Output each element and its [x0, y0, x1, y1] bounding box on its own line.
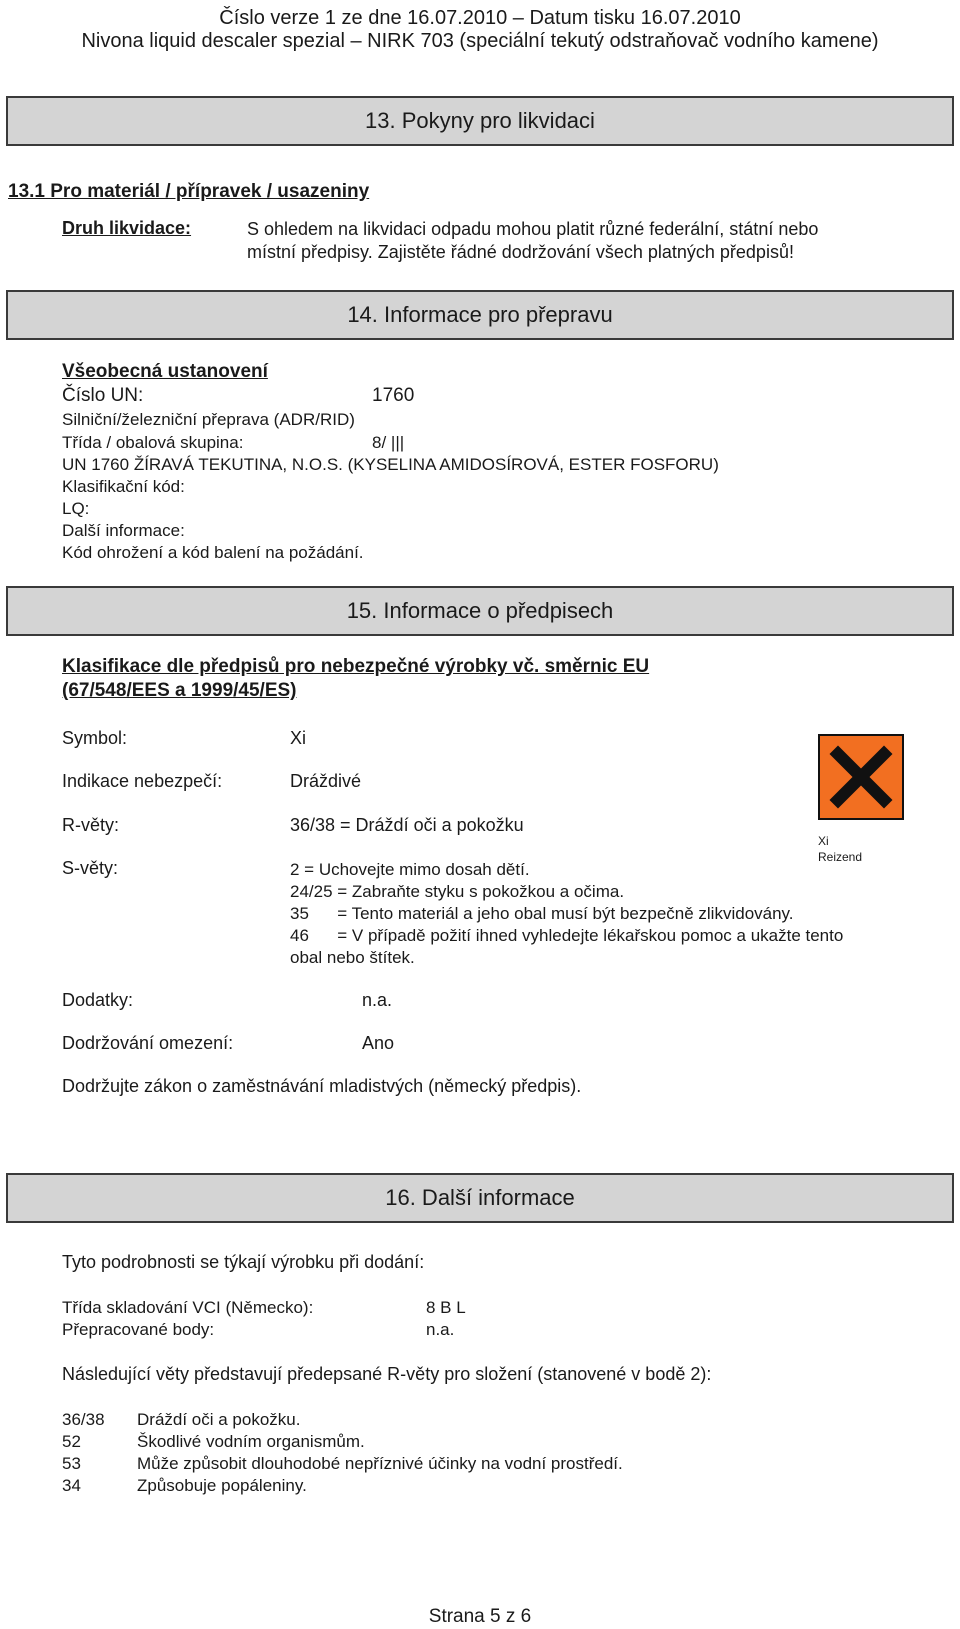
section-15-title: 15. Informace o předpisech [346, 598, 614, 623]
r-phrase-text: Dráždí oči a pokožku. [137, 1410, 301, 1429]
disposal-text-1: S ohledem na likvidaci odpadu mohou platit různé federální, státní nebo [247, 219, 819, 239]
r-phrase-code: 36/38 [62, 1410, 105, 1429]
revised-points-label: Přepracované body: [62, 1320, 215, 1339]
r-phrase-text: Způsobuje popáleniny. [137, 1476, 307, 1495]
restrictions-value: Ano [362, 1033, 395, 1053]
hazard-pictogram [818, 734, 904, 820]
supplements-value: n.a. [362, 990, 393, 1010]
symbol-value: Xi [290, 728, 307, 748]
r-phrase-text: Může způsobit dlouhodobé nepříznivé účinky na vodní prostředí. [137, 1454, 623, 1473]
r-phrases-intro: Následující věty představují předepsané R-věty pro složení (stanovené v bodě 2): [62, 1364, 712, 1384]
youth-employment-note: Dodržujte zákon o zaměstnávání mladistvých (německý předpis). [62, 1076, 582, 1096]
supplements-label: Dodatky: [62, 990, 134, 1010]
section-13-header [6, 96, 954, 146]
revised-points-value: n.a. [426, 1320, 455, 1339]
un-number-label: Číslo UN: [62, 385, 144, 406]
classification-code-label: Klasifikační kód: [62, 477, 185, 496]
symbol-label: Symbol: [62, 728, 128, 748]
pictogram-code: Xi [818, 834, 829, 848]
s-phrase-line: obal nebo štítek. [290, 948, 415, 967]
section-14-header [6, 290, 954, 340]
hazard-indication-label: Indikace nebezpečí: [62, 771, 223, 791]
product-line: Nivona liquid descaler spezial – NIRK 703 (speciální tekutý odstraňovač vodního kamene) [81, 30, 879, 52]
additional-info-label: Další informace: [62, 521, 185, 540]
r-phrase-code: 52 [62, 1432, 81, 1451]
vci-value: 8 B L [426, 1298, 466, 1317]
road-rail-transport: Silniční/železniční přeprava (ADR/RID) [62, 410, 355, 429]
s-phrase-line: 46 = V případě požití ihned vyhledejte lékařskou pomoc a ukažte tento [290, 926, 844, 945]
disposal-label: Druh likvidace: [62, 218, 192, 238]
r-phrase-code: 34 [62, 1476, 81, 1495]
un-description: UN 1760 ŽÍRAVÁ TEKUTINA, N.O.S. (KYSELINA AMIDOSÍROVÁ, ESTER FOSFORU) [62, 455, 719, 474]
class-group-value: 8/ ||| [372, 433, 405, 452]
r-phrase-code: 53 [62, 1454, 81, 1473]
s-phrase-line: 24/25 = Zabraňte styku s pokožkou a očima. [290, 882, 625, 901]
section-16-header [6, 1173, 954, 1223]
class-group-label: Třída / obalová skupina: [62, 433, 244, 452]
vci-label: Třída skladování VCI (Německo): [62, 1298, 314, 1317]
disposal-text-2: místní předpisy. Zajistěte řádné dodržování všech platných předpisů! [247, 242, 794, 262]
eu-classification-heading-2: (67/548/EES a 1999/45/ES) [62, 680, 297, 701]
r-phrase-text: Škodlivé vodním organismům. [137, 1432, 365, 1451]
section-13-title: 13. Pokyny pro likvidaci [365, 108, 595, 133]
s-phrases-label: S-věty: [62, 858, 119, 878]
page-number: Strana 5 z 6 [428, 1606, 532, 1627]
s-phrase-line: 35 = Tento materiál a jeho obal musí být bezpečně zlikvidovány. [290, 904, 794, 923]
hazard-indication-value: Dráždivé [290, 771, 362, 791]
un-number-value: 1760 [372, 385, 415, 406]
section-14-title: 14. Informace pro přepravu [347, 302, 613, 327]
restrictions-label: Dodržování omezení: [62, 1033, 234, 1053]
lq-label: LQ: [62, 499, 90, 518]
version-line: Číslo verze 1 ze dne 16.07.2010 – Datum tisku 16.07.2010 [219, 7, 741, 29]
delivery-intro: Tyto podrobnosti se týkají výrobku při dodání: [62, 1252, 425, 1272]
hazard-code-note: Kód ohrožení a kód balení na požádání. [62, 543, 364, 562]
section-15-header [6, 586, 954, 636]
section-16-title: 16. Další informace [385, 1185, 575, 1210]
eu-classification-heading-1: Klasifikace dle předpisů pro nebezpečné výrobky vč. směrnic EU [62, 656, 650, 677]
s-phrase-line: 2 = Uchovejte mimo dosah dětí. [290, 860, 530, 879]
r-phrases-value: 36/38 = Dráždí oči a pokožku [290, 815, 524, 835]
general-provisions: Všeobecná ustanovení [62, 361, 268, 382]
irritant-x-icon [818, 734, 904, 820]
r-phrases-label: R-věty: [62, 815, 120, 835]
subsection-13-1: 13.1 Pro materiál / přípravek / usazeniny [8, 181, 370, 202]
pictogram-name: Reizend [818, 850, 863, 864]
